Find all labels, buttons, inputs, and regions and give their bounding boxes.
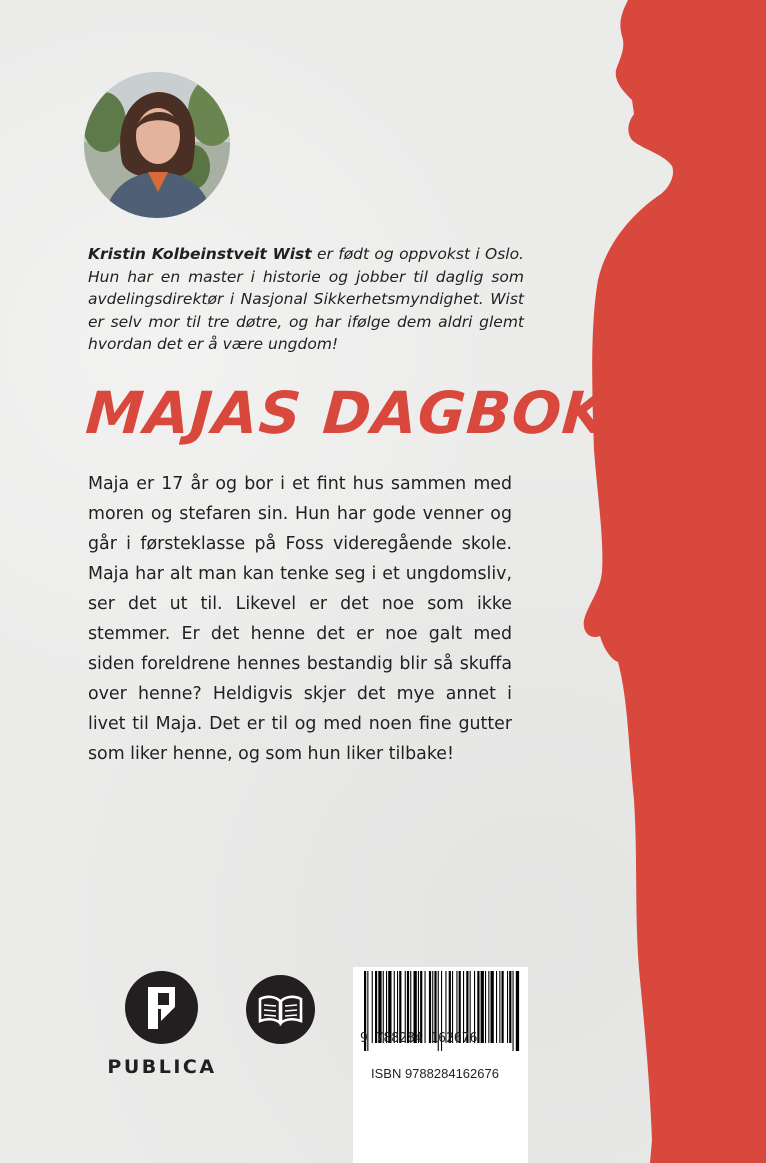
barcode-panel	[353, 967, 528, 1163]
book-blurb: Maja er 17 år og bor i et fint hus sammen med moren og stefaren sin. Hun har gode venner og går i førsteklasse på Foss videregående skole. Maja har alt man kan tenke seg i et ungdomsliv, ser det ut til. Likevel er det noe som ikke stemmer. Er det henne det er noe galt med siden foreldrene hennes bestandig blir så skuffa over henne? Heldigvis skjer det mye annet i livet til Maja. Det er til og med noen fine gutter som liker henne, og som hun liker tilbake!	[88, 474, 512, 764]
publica-logo-icon	[125, 971, 198, 1044]
publisher-name: PUBLICA	[107, 1056, 217, 1078]
open-book-icon	[246, 975, 315, 1044]
barcode-digits: 9 788284 162676	[360, 1031, 478, 1046]
isbn-label: ISBN 9788284162676	[371, 1066, 499, 1081]
author-photo	[84, 72, 230, 218]
author-name: Kristin Kolbeinstveit Wist	[88, 245, 312, 263]
book-title: MAJAS DAGBOK	[83, 379, 611, 447]
author-bio-text: er født og oppvokst i Oslo. Hun har en master i historie og jobber til daglig som avdelingsdirektør i Nasjonal Sikkerhetsmyndighet. Wist er selv mor til tre døtre, og har ifølge dem aldri glemt hvordan det er å være ungdom!	[88, 245, 524, 354]
author-bio	[88, 243, 524, 356]
